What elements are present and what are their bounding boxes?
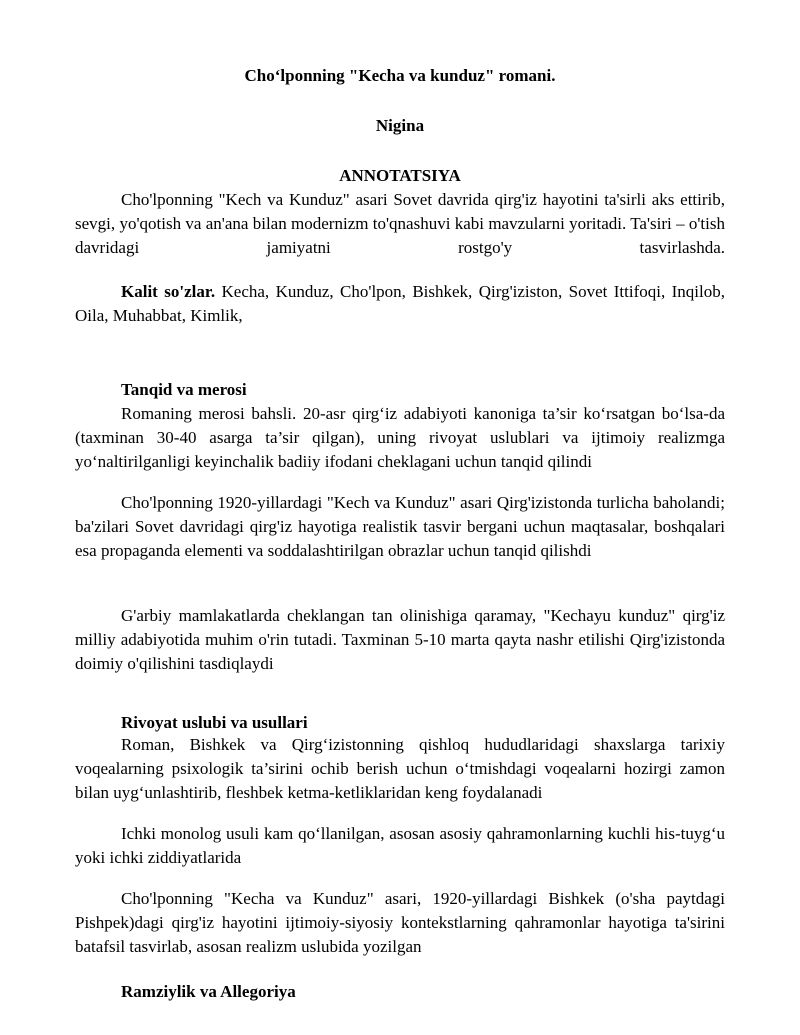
keywords-paragraph [75,280,725,328]
annotation-paragraph: Cho'lponning "Kech va Kunduz" asari Sovet davrida qirg'iz hayotini ta'sirli aks ettirib, sevgi, yo'qotish va an'ana bilan modernizm to'qnashuvi kabi mavzularni yoritadi. Ta'siri – o'tish davridagi jamiyatni rostgo'y tasvirlashda. [75,190,725,257]
section-paragraph: Ichki monolog usuli kam qo‘llanilgan, asosan asosiy qahramonlarning kuchli his-tuyg‘u yoki ichki ziddiyatlarida [75,824,725,867]
section-heading: Tanqid va merosi [121,380,247,399]
section-paragraph: Cho'lponning "Kecha va Kunduz" asari, 1920-yillardagi Bishkek (o'sha paytdagi Pishpek)dagi qirg'iz hayotini ijtimoiy-siyosiy kontekstlarning qahramonlar hayotiga ta'sirini batafsil tasvirlab, asosan realizm uslubida yozilgan [75,889,725,956]
section-paragraph: Romaning merosi bahsli. 20-asr qirg‘iz adabiyoti kanoniga ta’sir ko‘rsatgan bo‘lsa-da (taxminan 30-40 asarga ta’sir qilgan), uning rivoyat uslublari va ijtimoiy realizmga yo‘naltirilganligi keyinchalik badiiy ifodani cheklagani uchun tanqid qilindi [75,404,725,471]
document-title: Cho‘lponning "Kecha va kunduz" romani. [244,66,556,85]
keywords-label: Kalit so'zlar. [121,282,216,301]
section-heading: Rivoyat uslubi va usullari [121,713,308,732]
section-paragraph: G'arbiy mamlakatlarda cheklangan tan olinishiga qaramay, "Kechayu kunduz" qirg'iz milliy adabiyotida muhim o'rin tutadi. Taxminan 5-10 marta qayta nashr etilishi Qirg'izistonda doimiy o'qilishini tasdiqlaydi [75,606,725,673]
keywords-text: Kecha, Kunduz, Cho'lpon, Bishkek, Qirg'iziston, Sovet Ittifoqi, Inqilob, Oila, Muhabbat, Kimlik, [75,282,725,325]
section-paragraph: Roman, Bishkek va Qirg‘izistonning qishloq hududlaridagi shaxslarga tarixiy voqealarning psixologik ta’sirini ochib berish uchun o‘tmishdagi voqealarni hozirgi zamon bilan uyg‘unlashtirib, fleshbek ketma-ketliklaridan keng foydalanadi [75,735,725,802]
section-heading: Ramziylik va Allegoriya [121,982,296,1001]
annotation-heading: ANNOTATSIYA [339,166,461,185]
section-paragraph: Cho'lponning 1920-yillardagi "Kech va Kunduz" asari Qirg'izistonda turlicha baholandi; ba'zilari Sovet davridagi qirg'iz hayotiga realistik tasvir bergani uchun maqtasalar, boshqalari esa propaganda elementi va soddalashtirilgan obrazlar uchun tanqid qilishdi [75,493,725,560]
author-name: Nigina [375,116,425,135]
